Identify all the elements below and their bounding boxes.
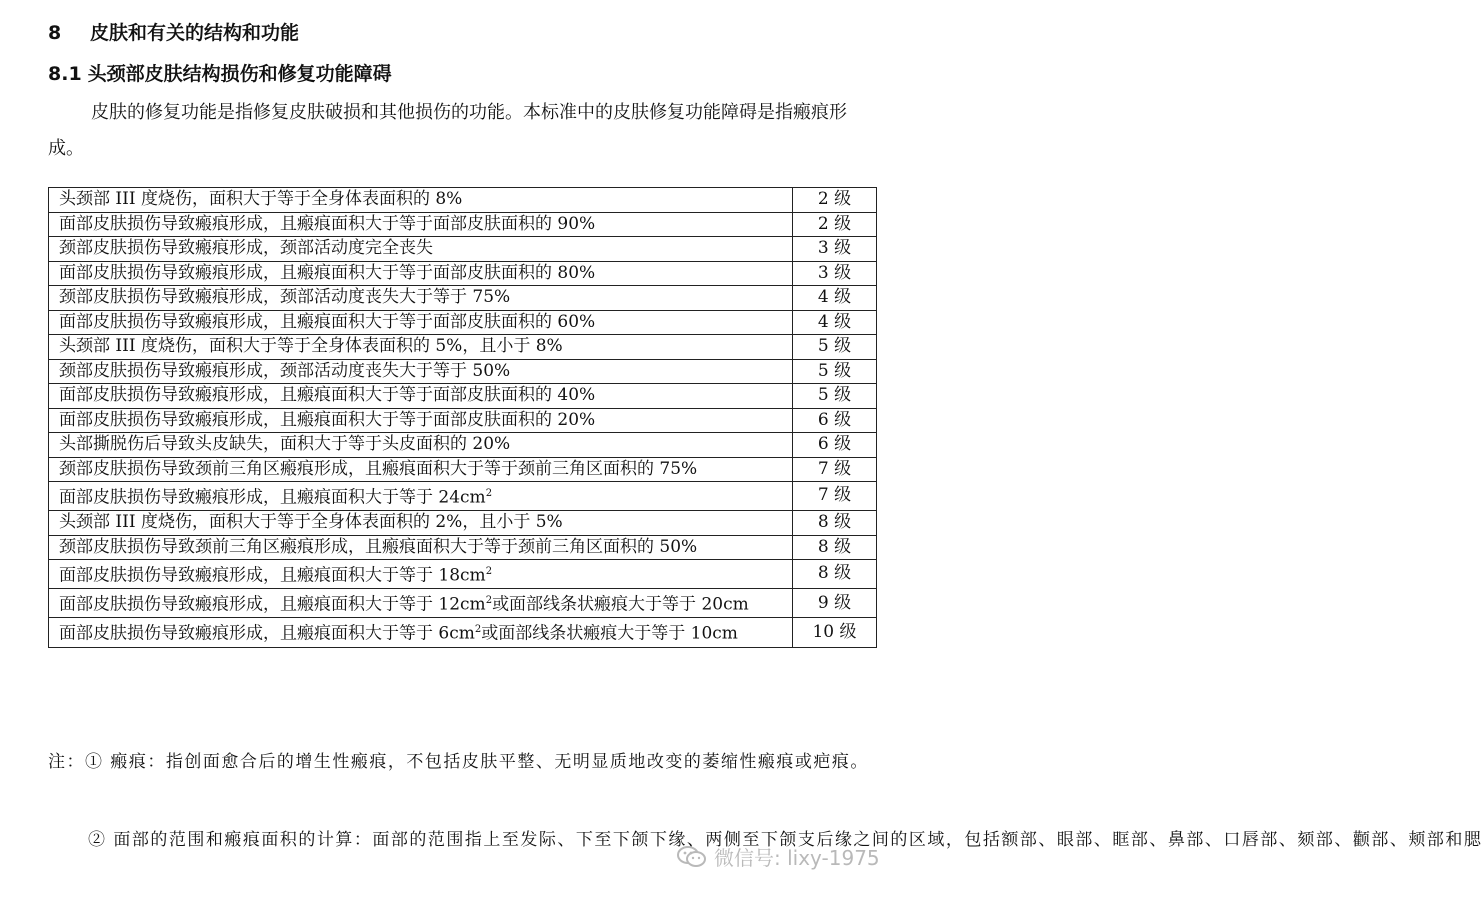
disability-grade-table — [48, 187, 877, 648]
criteria-cell — [49, 212, 793, 237]
criteria-cell — [49, 335, 793, 360]
criteria-text: 头颈部 III 度烧伤，面积大于等于全身体表面积的 5%，且小于 8% — [59, 336, 563, 356]
criteria-text: 颈部皮肤损伤导致瘢痕形成，颈部活动度丧失大于等于 75% — [59, 287, 511, 307]
criteria-cell — [49, 457, 793, 482]
criteria-cell — [49, 310, 793, 335]
criteria-cell — [49, 560, 793, 589]
table-row — [49, 310, 877, 335]
grade-cell: 9 级 — [793, 589, 877, 618]
intro-paragraph: 皮肤的修复功能是指修复皮肤破损和其他损伤的功能。本标准中的皮肤修复功能障碍是指瘢痕形成。 — [48, 102, 847, 159]
table-row — [49, 261, 877, 286]
table-row — [49, 618, 877, 647]
table-row — [49, 457, 877, 482]
criteria-text: 面部皮肤损伤导致瘢痕形成，且瘢痕面积大于等于面部皮肤面积的 90% — [59, 213, 596, 234]
note-face-range: ② 面部的范围和瘢痕面积的计算：面部的范围指上至发际、下至下颌下缘、两侧至下颌支后缘之间的区域，包括额部、眼部、眶部、鼻部、口唇部、颏部、颧部、颊部和腮 — [88, 830, 1482, 850]
criteria-cell — [49, 359, 793, 384]
criteria-text: 头颈部 III 度烧伤，面积大于等于全身体表面积的 2%，且小于 5% — [59, 512, 563, 533]
criteria-cell — [49, 286, 793, 311]
table-row — [49, 335, 877, 360]
table-row — [49, 286, 877, 311]
criteria-text: 颈部皮肤损伤导致瘢痕形成，颈部活动度完全丧失 — [59, 238, 433, 258]
table-row — [49, 212, 877, 237]
grade-cell: 2 级 — [793, 212, 877, 237]
note-scar-definition: 注：① 瘢痕：指创面愈合后的增生性瘢痕，不包括皮肤平整、无明显质地改变的萎缩性瘢痕或疤痕。 — [48, 752, 869, 772]
criteria-text: 面部皮肤损伤导致瘢痕形成，且瘢痕面积大于等于 24cm — [59, 487, 486, 508]
table-row — [49, 359, 877, 384]
table-row — [49, 408, 877, 433]
watermark-text: 微信号: lixy-1975 — [714, 846, 880, 870]
wechat-watermark — [676, 842, 880, 871]
criteria-text: 颈部皮肤损伤导致颈前三角区瘢痕形成，且瘢痕面积大于等于颈前三角区面积的 75% — [59, 458, 698, 479]
grade-cell: 6 级 — [793, 433, 877, 458]
subsection-number: 8.1 — [48, 63, 82, 85]
criteria-cell — [49, 618, 793, 647]
table-row — [49, 433, 877, 458]
grade-cell: 4 级 — [793, 286, 877, 311]
area-unit-superscript: 2 — [485, 566, 493, 578]
grade-cell: 8 级 — [793, 535, 877, 560]
criteria-text: 头颈部 III 度烧伤，面积大于等于全身体表面积的 8% — [59, 189, 463, 209]
criteria-text: 颈部皮肤损伤导致颈前三角区瘢痕形成，且瘢痕面积大于等于颈前三角区面积的 50% — [59, 536, 698, 557]
criteria-text: 面部皮肤损伤导致瘢痕形成，且瘢痕面积大于等于面部皮肤面积的 80% — [59, 262, 596, 283]
area-unit-superscript: 2 — [474, 624, 482, 636]
grade-cell: 5 级 — [793, 335, 877, 360]
criteria-cell — [49, 433, 793, 458]
table-row — [49, 482, 877, 511]
grade-cell: 7 级 — [793, 482, 877, 511]
grade-cell: 8 级 — [793, 511, 877, 536]
criteria-cell — [49, 511, 793, 536]
table-row — [49, 237, 877, 262]
subsection-title: 头颈部皮肤结构损伤和修复功能障碍 — [87, 63, 392, 85]
criteria-text: 面部皮肤损伤导致瘢痕形成，且瘢痕面积大于等于 12cm — [59, 594, 486, 615]
criteria-cell — [49, 535, 793, 560]
grade-cell: 3 级 — [793, 261, 877, 286]
criteria-text-continued: 或面部线条状瘢痕大于等于 10cm — [481, 624, 738, 645]
criteria-cell — [49, 384, 793, 409]
grade-cell: 5 级 — [793, 359, 877, 384]
table-row — [49, 589, 877, 618]
grade-cell: 5 级 — [793, 384, 877, 409]
criteria-text: 头部撕脱伤后导致头皮缺失，面积大于等于头皮面积的 20% — [59, 434, 511, 454]
area-unit-superscript: 2 — [485, 488, 493, 499]
criteria-text: 面部皮肤损伤导致瘢痕形成，且瘢痕面积大于等于 18cm — [59, 565, 486, 586]
section-number: 8 — [48, 22, 62, 44]
criteria-cell — [49, 188, 793, 213]
criteria-cell — [49, 261, 793, 286]
criteria-cell — [49, 408, 793, 433]
grade-cell: 10 级 — [793, 618, 877, 647]
criteria-text: 面部皮肤损伤导致瘢痕形成，且瘢痕面积大于等于面部皮肤面积的 60% — [59, 311, 596, 332]
criteria-text: 面部皮肤损伤导致瘢痕形成，且瘢痕面积大于等于面部皮肤面积的 40% — [59, 385, 596, 405]
criteria-text: 颈部皮肤损伤导致瘢痕形成，颈部活动度丧失大于等于 50% — [59, 360, 511, 381]
grade-cell: 4 级 — [793, 310, 877, 335]
grade-cell: 8 级 — [793, 560, 877, 589]
grade-cell: 3 级 — [793, 237, 877, 262]
grade-cell: 6 级 — [793, 408, 877, 433]
criteria-cell — [49, 482, 793, 511]
table-row — [49, 560, 877, 589]
table-row — [49, 511, 877, 536]
wechat-icon — [676, 844, 708, 870]
table-row — [49, 384, 877, 409]
table-row — [49, 535, 877, 560]
grade-cell: 7 级 — [793, 457, 877, 482]
grade-cell: 2 级 — [793, 188, 877, 213]
area-unit-superscript: 2 — [485, 595, 493, 607]
criteria-text: 面部皮肤损伤导致瘢痕形成，且瘢痕面积大于等于面部皮肤面积的 20% — [59, 409, 596, 430]
criteria-cell — [49, 237, 793, 262]
section-title: 皮肤和有关的结构和功能 — [90, 22, 300, 44]
criteria-text: 面部皮肤损伤导致瘢痕形成，且瘢痕面积大于等于 6cm — [59, 624, 475, 645]
criteria-text-continued: 或面部线条状瘢痕大于等于 20cm — [492, 594, 749, 615]
section-heading — [48, 18, 299, 45]
table-row — [49, 188, 877, 213]
criteria-cell — [49, 589, 793, 618]
subsection-heading — [48, 59, 392, 86]
